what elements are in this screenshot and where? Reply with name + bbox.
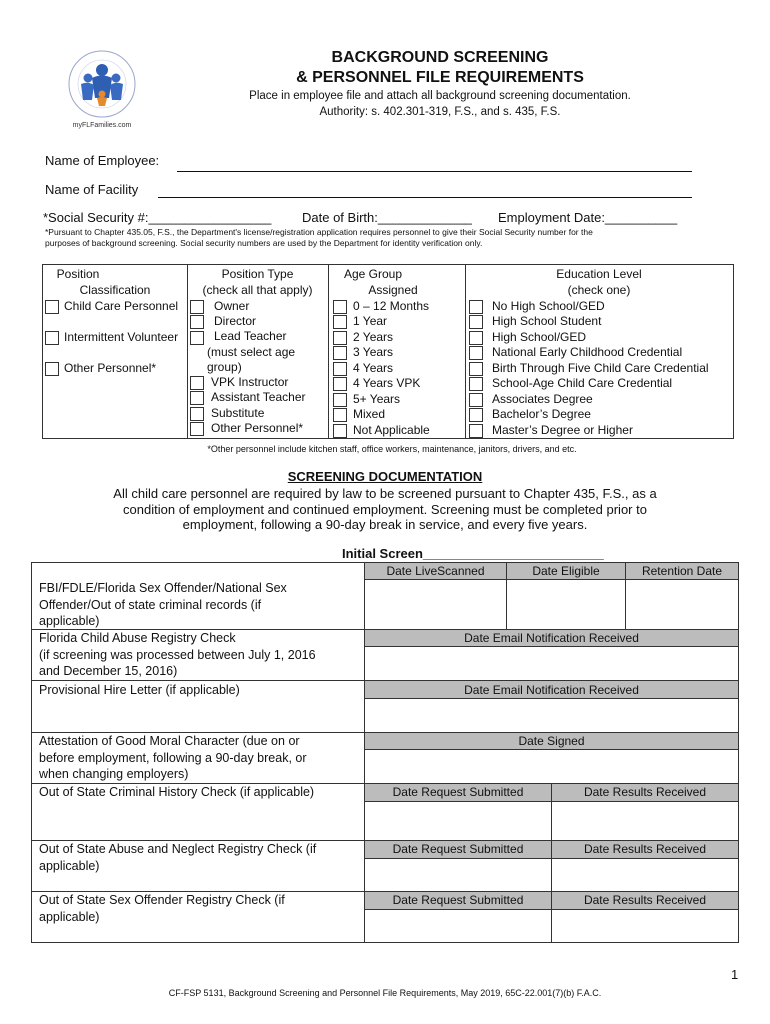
age-checkbox[interactable]: [333, 315, 347, 329]
oos-criminal-row-label: Out of State Criminal History Check (if applicable): [39, 785, 315, 799]
checkbox[interactable]: [45, 362, 59, 376]
col-request-submitted: Date Request Submitted: [392, 842, 524, 856]
position-footnote: *Other personnel include kitchen staff, office workers, maintenance, janitors, drivers, and etc.: [207, 444, 577, 454]
classification-header-1: Position: [56, 267, 100, 281]
education-header-2: (check one): [567, 283, 631, 297]
attestation-date-input[interactable]: [365, 750, 738, 783]
age-group-item: Not Applicable: [353, 423, 430, 437]
logo-url: myFLFamilies.com: [72, 122, 132, 129]
abuse-registry-row-label: Florida Child Abuse Registry Check (if screening was processed between July 1, 2016 and December 15, 2016): [39, 631, 316, 678]
age-group-item: 0 – 12 Months: [353, 299, 430, 313]
substitute-checkbox[interactable]: [190, 407, 204, 421]
director-checkbox[interactable]: [190, 315, 204, 329]
position-type-header-2: (check all that apply): [202, 283, 313, 297]
screening-para-3: employment, following a 90-day break in service, and every five years.: [182, 517, 588, 532]
oos-criminal-results-input[interactable]: [552, 802, 738, 840]
col-retention: Retention Date: [641, 564, 723, 578]
col-results-received: Date Results Received: [583, 893, 707, 907]
employee-name-field[interactable]: [177, 171, 692, 172]
education-checkbox[interactable]: [469, 346, 483, 360]
provisional-row-label: Provisional Hire Letter (if applicable): [39, 683, 240, 697]
facility-name-field[interactable]: [158, 197, 692, 198]
attestation-row-label: Attestation of Good Moral Character (due on or before employment, following a 90-day break, or when changing employers): [39, 734, 307, 781]
screening-para-2: condition of employment and continued employment. Screening must be completed prior to: [123, 502, 647, 517]
position-type-item: Assistant Teacher: [211, 390, 306, 404]
education-item: Birth Through Five Child Care Credential: [492, 361, 709, 375]
age-group-item: Mixed: [353, 407, 386, 421]
abuse-email-date-input[interactable]: [365, 647, 738, 680]
position-type-item: Director: [214, 314, 257, 328]
education-item: High School/GED: [492, 330, 587, 344]
col-results-received: Date Results Received: [583, 842, 707, 856]
checkbox[interactable]: [45, 331, 59, 345]
age-checkbox[interactable]: [333, 331, 347, 345]
col-results-received: Date Results Received: [583, 785, 707, 799]
education-checkbox[interactable]: [469, 377, 483, 391]
age-group-item: 2 Years: [353, 330, 394, 344]
age-group-item: 3 Years: [353, 345, 394, 359]
age-group-header-1: Age Group: [343, 267, 403, 281]
education-checkbox[interactable]: [469, 331, 483, 345]
education-checkbox[interactable]: [469, 393, 483, 407]
age-group-header-2: Assigned: [368, 283, 418, 297]
subtitle-line-2: Authority: s. 402.301-319, F.S., and s. 435, F.S.: [319, 106, 561, 118]
oos-sex-request-input[interactable]: [365, 910, 551, 942]
education-checkbox[interactable]: [469, 408, 483, 422]
form-footer: CF-FSP 5131, Background Screening and Personnel File Requirements, May 2019, 65C-22.001(7)(b) F.A.C.: [168, 988, 602, 998]
position-type-item: (must select age: [207, 345, 296, 359]
checkbox[interactable]: [45, 300, 59, 314]
vpk-instructor-checkbox[interactable]: [190, 376, 204, 390]
education-item: High School Student: [492, 314, 602, 328]
screening-para-1: All child care personnel are required by law to be screened pursuant to Chapter 435, F.S., as a: [113, 486, 657, 501]
col-eligible: Date Eligible: [532, 564, 600, 578]
education-checkbox[interactable]: [469, 300, 483, 314]
other-personnel-checkbox[interactable]: [190, 422, 204, 436]
oos-sex-offender-row-label: Out of State Sex Offender Registry Check (if applicable): [39, 893, 285, 924]
employment-date-field[interactable]: Employment Date:__________: [498, 210, 678, 225]
education-checkbox[interactable]: [469, 315, 483, 329]
age-group-item: 4 Years VPK: [353, 376, 421, 390]
position-type-item: Lead Teacher: [214, 329, 287, 343]
age-group-item: 1 Year: [353, 314, 388, 328]
age-checkbox[interactable]: [333, 300, 347, 314]
lead-teacher-checkbox[interactable]: [190, 331, 204, 345]
education-item: Bachelor’s Degree: [492, 407, 591, 421]
assistant-teacher-checkbox[interactable]: [190, 391, 204, 405]
education-checkbox[interactable]: [469, 424, 483, 438]
classification-header-2: Classification: [79, 283, 151, 297]
dcf-logo: [62, 48, 142, 134]
position-type-item: VPK Instructor: [211, 375, 289, 389]
age-group-item: 5+ Years: [353, 392, 401, 406]
screening-heading: SCREENING DOCUMENTATION: [287, 469, 483, 484]
education-checkbox[interactable]: [469, 362, 483, 376]
oos-abuse-row-label: Out of State Abuse and Neglect Registry Check (if applicable): [39, 842, 317, 873]
education-item: Associates Degree: [492, 392, 593, 406]
fbi-row-label: FBI/FDLE/Florida Sex Offender/National Sex Offender/Out of state criminal records (if applicable): [39, 581, 287, 628]
initial-screen-field[interactable]: Initial Screen_________________________: [342, 546, 604, 561]
oos-abuse-results-input[interactable]: [552, 859, 738, 891]
ssn-note-line-1: *Pursuant to Chapter 435.05, F.S., the Department's license/registration application requires personnel to give their Social Security number for the: [45, 227, 593, 237]
col-email-notification: Date Email Notification Received: [464, 631, 639, 645]
education-item: Master’s Degree or Higher: [492, 423, 633, 437]
age-checkbox[interactable]: [333, 408, 347, 422]
age-checkbox[interactable]: [333, 424, 347, 438]
dob-field[interactable]: Date of Birth:_____________: [302, 210, 472, 225]
col-email-notification: Date Email Notification Received: [464, 683, 639, 697]
page-number: 1: [731, 967, 739, 982]
age-checkbox[interactable]: [333, 346, 347, 360]
education-item: National Early Childhood Credential: [492, 345, 683, 359]
position-type-header-1: Position Type: [221, 267, 294, 281]
age-checkbox[interactable]: [333, 393, 347, 407]
col-request-submitted: Date Request Submitted: [392, 893, 524, 907]
title-line-1: BACKGROUND SCREENING: [331, 49, 549, 66]
title-line-2: & PERSONNEL FILE REQUIREMENTS: [296, 69, 584, 86]
ssn-field[interactable]: *Social Security #:_________________: [43, 210, 272, 225]
col-livescanned: Date LiveScanned: [386, 564, 485, 578]
age-checkbox[interactable]: [333, 377, 347, 391]
oos-criminal-request-input[interactable]: [365, 802, 551, 840]
education-item: School-Age Child Care Credential: [492, 376, 673, 390]
position-type-item: Owner: [214, 299, 250, 313]
ssn-note-line-2: purposes of background screening. Social security numbers are used by the Department for identity verification only.: [45, 238, 483, 248]
subtitle-line-1: Place in employee file and attach all background screening documentation.: [249, 90, 631, 102]
employee-name-label: Name of Employee:: [45, 153, 160, 168]
oos-abuse-request-input[interactable]: [365, 859, 551, 891]
col-date-signed: Date Signed: [518, 734, 585, 748]
oos-sex-results-input[interactable]: [552, 910, 738, 942]
position-type-item: Other Personnel*: [211, 421, 304, 435]
date-livescanned-input[interactable]: [365, 580, 506, 629]
col-request-submitted: Date Request Submitted: [392, 785, 524, 799]
age-checkbox[interactable]: [333, 362, 347, 376]
facility-name-label: Name of Facility: [45, 182, 139, 197]
age-group-item: 4 Years: [353, 361, 394, 375]
retention-date-input[interactable]: [626, 580, 738, 629]
owner-checkbox[interactable]: [190, 300, 204, 314]
position-table: Position Classification Position Type (check all that apply) Age Group Assigned Education Level (check one) Child Care Personnel Intermittent Volunteer Other Personnel* Owner Director Lead Teacher (must select age group) VPK Instructor Assistant Teacher Substitute Other Personnel* 0 – 12 Months 1 Year 2 Years 3 Years 4 Years 4 Years VPK 5+ Years Mixed Not Applicable No High School/GED High School Student High School/GED National Early Childhood Credential Birth Through Five Child Care Credential School-Age Child Care Credential Associates Degree Bachelor’s Degree Master’s Degree or Higher: [42, 264, 734, 439]
provisional-email-date-input[interactable]: [365, 699, 738, 732]
screening-table: [31, 562, 739, 943]
position-type-item: Substitute: [211, 406, 265, 420]
education-header-1: Education Level: [556, 267, 642, 281]
education-item: No High School/GED: [492, 299, 605, 313]
position-type-item: group): [207, 360, 242, 374]
date-eligible-input[interactable]: [507, 580, 625, 629]
